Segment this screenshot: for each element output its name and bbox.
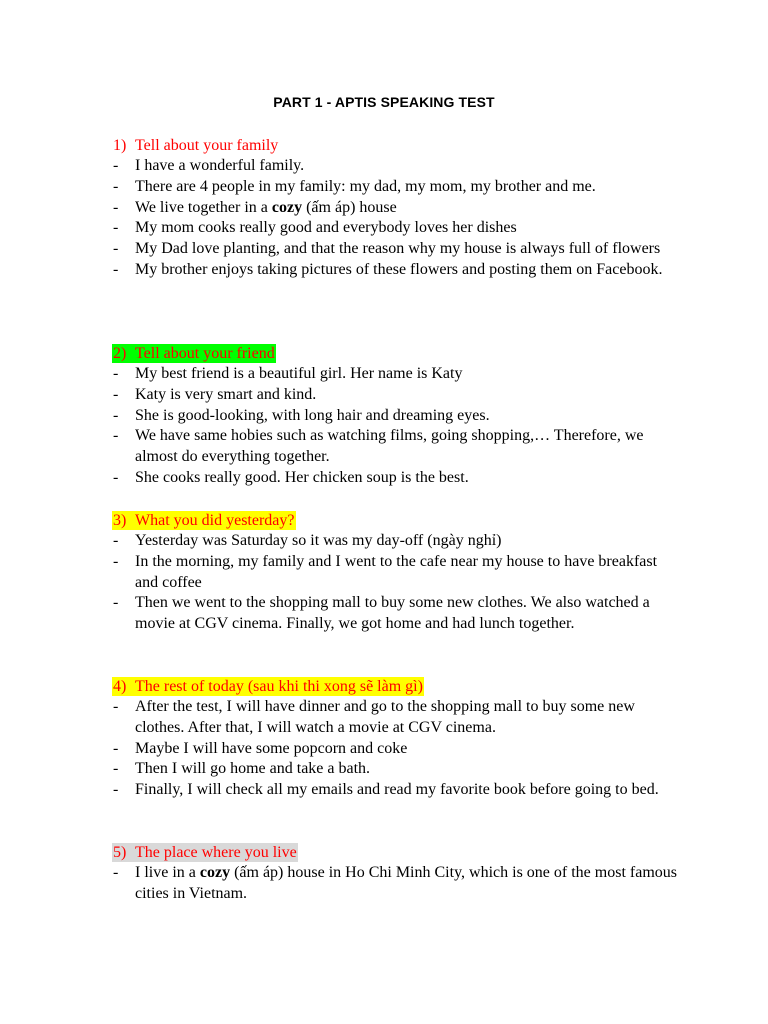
section-number: 4): [113, 678, 127, 695]
section-heading: [0, 510, 768, 531]
list-item: [0, 239, 678, 260]
list-item: [0, 780, 678, 801]
bullet-dash: -: [113, 198, 119, 216]
section-friend: [0, 343, 768, 489]
list-item-text: In the morning, my family and I went to the cafe near my house to have breakfast and coffee: [135, 552, 658, 591]
list-item: [0, 198, 678, 219]
bullet-dash: -: [113, 219, 119, 237]
list-item-text: We have same hobies such as watching films, going shopping,… Therefore, we almost do everything together.: [135, 427, 644, 466]
list-item-text: I have a wonderful family.: [135, 157, 305, 174]
bullet-dash: -: [113, 240, 119, 258]
bullet-dash: -: [113, 760, 119, 778]
bullet-list: [0, 531, 768, 635]
bullet-dash: -: [113, 365, 119, 382]
list-item-text: Finally, I will check all my emails and read my favorite book before going to bed.: [135, 781, 659, 799]
list-item: [0, 426, 678, 468]
list-item-text: Yesterday was Saturday so it was my day-off (ngày nghỉ): [135, 532, 502, 549]
list-item: [0, 697, 678, 739]
bullet-dash: -: [113, 468, 119, 486]
bullet-dash: -: [113, 427, 119, 445]
bullet-dash: -: [113, 177, 119, 195]
bullet-list: [0, 364, 768, 489]
page-title: PART 1 - APTIS SPEAKING TEST: [273, 94, 495, 110]
bullet-list: [0, 697, 768, 801]
section-title: The rest of today (sau khi thi xong sẽ làm gì): [135, 678, 423, 695]
section-number: 2): [113, 345, 127, 362]
list-item: [0, 218, 678, 239]
section-place-you-live: [0, 842, 768, 905]
list-item-text: After the test, I will have dinner and go to the shopping mall to buy some new clothes. After that, I will watch a movie at CGV cinema.: [135, 698, 635, 736]
list-item-text: My best friend is a beautiful girl. Her name is Katy: [135, 365, 463, 382]
list-item: [0, 364, 678, 385]
list-item-text: Katy is very smart and kind.: [135, 385, 317, 403]
list-item-text: Then I will go home and take a bath.: [135, 760, 371, 778]
list-item-text: My Dad love planting, and that the reason why my house is always full of flowers: [135, 240, 661, 258]
list-item: [0, 759, 678, 780]
section-number: 5): [113, 844, 127, 861]
bullet-dash: -: [113, 260, 119, 278]
bullet-list: [0, 156, 768, 281]
list-item: [0, 468, 678, 489]
list-item-text: I live in a cozy (ấm áp) house in Ho Chi Minh City, which is one of the most famous cities in Vietnam.: [135, 864, 677, 902]
list-item-text: She cooks really good. Her chicken soup is the best.: [135, 468, 469, 486]
bullet-dash: -: [113, 739, 119, 757]
list-item: [0, 552, 678, 594]
bullet-dash: -: [113, 406, 119, 424]
list-item-text: My brother enjoys taking pictures of these flowers and posting them on Facebook.: [135, 260, 663, 278]
section-title: The place where you live: [135, 844, 297, 861]
section-heading: [0, 343, 768, 364]
list-item-text: She is good-looking, with long hair and dreaming eyes.: [135, 406, 490, 424]
list-item-text: Maybe I will have some popcorn and coke: [135, 739, 408, 757]
bullet-dash: -: [113, 157, 119, 174]
bullet-dash: -: [113, 552, 119, 570]
list-item: [0, 260, 678, 281]
bullet-dash: -: [113, 864, 119, 881]
list-item: [0, 177, 678, 198]
section-heading: [0, 676, 768, 697]
bullet-dash: -: [113, 594, 119, 612]
bullet-list: [0, 863, 768, 905]
bullet-dash: -: [113, 532, 119, 549]
section-title: What you did yesterday?: [135, 512, 295, 529]
list-item: [0, 406, 678, 427]
list-item: [0, 863, 678, 905]
list-item: [0, 531, 678, 552]
bullet-dash: -: [113, 781, 119, 799]
section-number: 3): [113, 512, 127, 529]
section-title: Tell about your friend: [135, 345, 275, 362]
list-item-text: There are 4 people in my family: my dad, my mom, my brother and me.: [135, 177, 596, 195]
section-title: Tell about your family: [135, 137, 279, 154]
section-family: [0, 135, 768, 281]
list-item-text: My mom cooks really good and everybody loves her dishes: [135, 219, 517, 237]
section-rest-of-today: [0, 676, 768, 801]
list-item: [0, 739, 678, 760]
section-yesterday: [0, 510, 768, 635]
bullet-dash: -: [113, 385, 119, 403]
list-item-text: Then we went to the shopping mall to buy some new clothes. We also watched a movie at CGV cinema. Finally, we got home and had lunch together.: [135, 594, 650, 633]
list-item: [0, 156, 678, 177]
list-item-text: We live together in a cozy (ấm áp) house: [135, 198, 397, 216]
section-heading: [0, 842, 768, 863]
list-item: [0, 593, 678, 635]
list-item: [0, 385, 678, 406]
section-number: 1): [113, 137, 127, 154]
bullet-dash: -: [113, 698, 119, 715]
section-heading: [0, 135, 768, 156]
